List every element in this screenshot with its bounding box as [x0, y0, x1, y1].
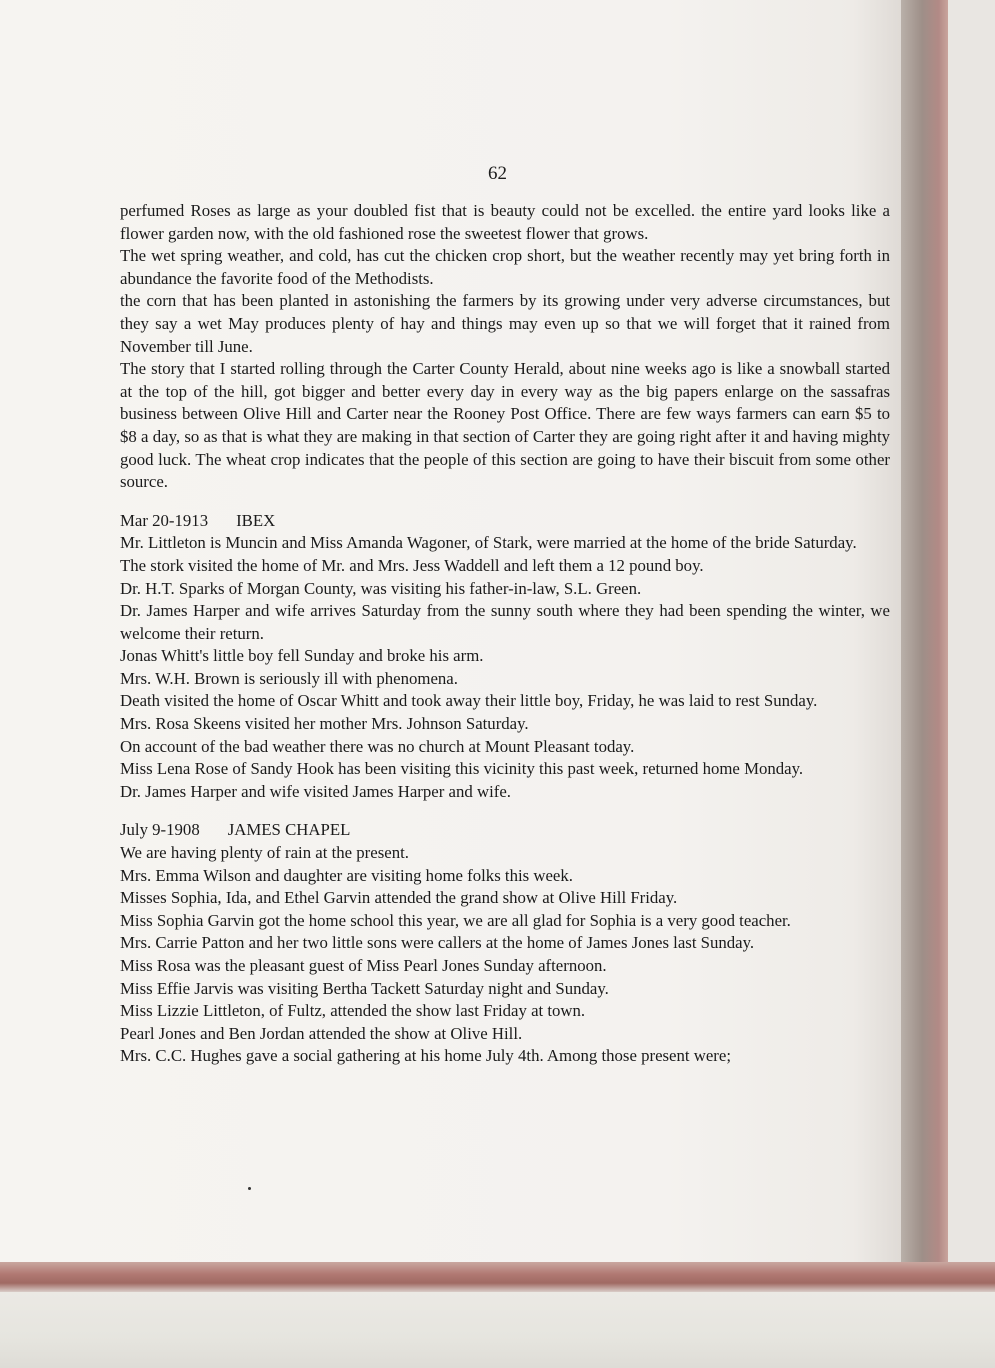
paragraph: the corn that has been planted in astonishing the farmers by its growing under very adverse circumstances, but they say a wet May produces plenty of hay and things may even up so that we will forget that it rained from November till June.	[120, 291, 890, 356]
section-heading-james-chapel	[120, 819, 890, 842]
news-item: Death visited the home of Oscar Whitt and took away their little boy, Friday, he was laid to rest Sunday.	[120, 691, 818, 711]
section-date: July 9-1908	[120, 820, 200, 840]
news-item: The stork visited the home of Mr. and Mrs. Jess Waddell and left them a 12 pound boy.	[120, 555, 704, 575]
news-item: Mrs. Carrie Patton and her two little sons were callers at the home of James Jones last Sunday.	[120, 933, 755, 953]
news-item: Pearl Jones and Ben Jordan attended the show at Olive Hill.	[120, 1023, 523, 1043]
page-body-text	[120, 200, 890, 1068]
news-item: Miss Lizzie Littleton, of Fultz, attended the show last Friday at town.	[120, 1001, 586, 1021]
section-date: Mar 20-1913	[120, 510, 209, 530]
news-item: Dr. James Harper and wife arrives Saturday from the sunny south where they had been spending the winter, we welcome their return.	[120, 601, 890, 643]
news-item: Miss Effie Jarvis was visiting Bertha Tackett Saturday night and Sunday.	[120, 978, 609, 998]
section-place: JAMES CHAPEL	[227, 820, 351, 840]
news-item: Mrs. Emma Wilson and daughter are visiting home folks this week.	[120, 865, 573, 885]
news-item: Miss Rosa was the pleasant guest of Miss Pearl Jones Sunday afternoon.	[120, 956, 607, 975]
ink-speck	[248, 1187, 251, 1190]
news-item: Jonas Whitt's little boy fell Sunday and broke his arm.	[120, 646, 484, 666]
paragraph: The story that I started rolling through the Carter County Herald, about nine weeks ago is like a snowball started at the top of the hill, got bigger and better every day in every way as the big papers enlarge on the sassafras business between Olive Hill and Carter near the Rooney Post Office. There are few ways farmers can earn $5 to $8 a day, so as that is what they are making in that section of Carter they are going right after it and having mighty good luck. The wheat crop indicates that the people of this section are going to have their biscuit from some other source.	[120, 359, 890, 492]
page-number: 62	[488, 163, 507, 184]
news-item: On account of the bad weather there was no church at Mount Pleasant today.	[120, 736, 635, 756]
section-heading-ibex	[120, 510, 890, 533]
news-item: Mrs. C.C. Hughes gave a social gathering at his home July 4th. Among those present were;	[120, 1046, 732, 1066]
news-item: We are having plenty of rain at the present.	[120, 843, 409, 863]
news-item: Mrs. Rosa Skeens visited her mother Mrs. Johnson Saturday.	[120, 714, 529, 734]
section-place: IBEX	[236, 510, 276, 530]
paragraph: perfumed Roses as large as your doubled fist that is beauty could not be excelled. the entire yard looks like a flower garden now, with the old fashioned rose the sweetest flower that grows.	[120, 201, 890, 243]
news-item: Miss Sophia Garvin got the home school this year, we are all glad for Sophia is a very good teacher.	[120, 910, 791, 930]
news-item: Miss Lena Rose of Sandy Hook has been visiting this vicinity this past week, returned home Monday.	[120, 759, 804, 779]
book-binding	[901, 0, 948, 1278]
news-item: Mrs. W.H. Brown is seriously ill with phenomena.	[120, 668, 458, 688]
news-item: Dr. H.T. Sparks of Morgan County, was visiting his father-in-law, S.L. Green.	[120, 578, 642, 598]
paragraph: The wet spring weather, and cold, has cut the chicken crop short, but the weather recently may yet bring forth in abundance the favorite food of the Methodists.	[120, 246, 890, 288]
news-item: Mr. Littleton is Muncin and Miss Amanda Wagoner, of Stark, were married at the home of the bride Saturday.	[120, 533, 857, 553]
background-surface	[0, 1292, 995, 1368]
news-item: Dr. James Harper and wife visited James Harper and wife.	[120, 781, 511, 801]
news-item: Misses Sophia, Ida, and Ethel Garvin attended the grand show at Olive Hill Friday.	[120, 888, 678, 908]
book-cover-edge	[0, 1262, 995, 1292]
